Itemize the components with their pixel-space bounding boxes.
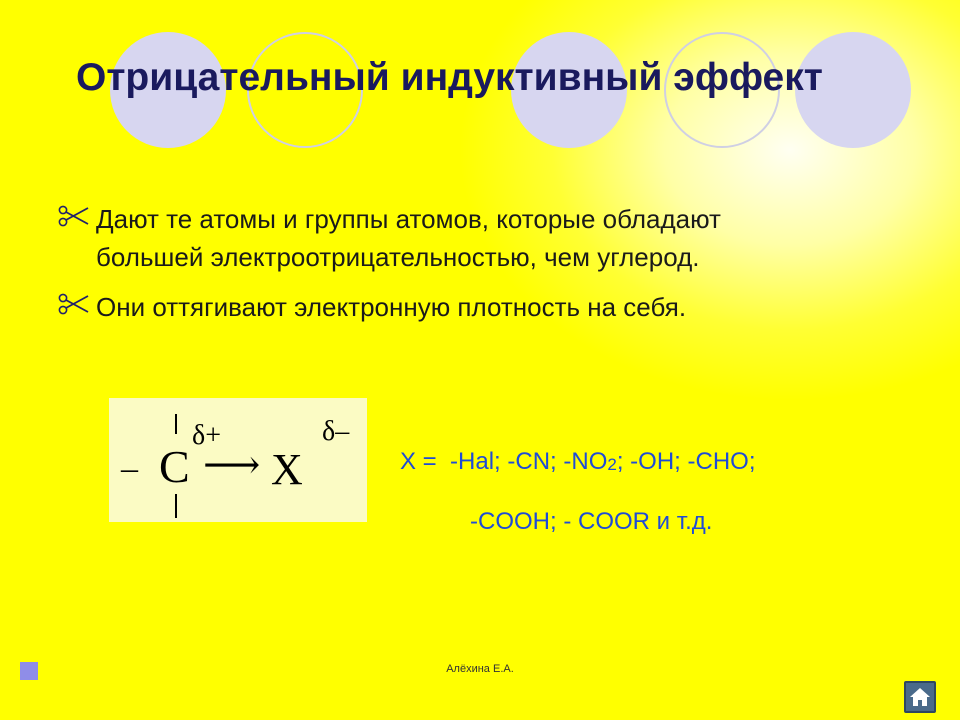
inductive-effect-formula [109,398,367,522]
formula-x: X [271,445,303,494]
slide-title: Отрицательный индуктивный эффект [76,56,823,99]
no2-subscript: 2 [607,455,617,474]
x-items: -Hal; -CN; -NO [450,448,608,475]
home-icon [908,685,932,709]
footer-author: Алёхина Е.А. [446,663,514,675]
x-list-line-2: -COOH; - COOR и т.д. [470,508,713,535]
formula-arrow: ⟶ [203,442,261,487]
bullet-2-line-1: Они оттягивают электронную плотность на себя. [96,292,687,322]
x-items-tail: ; -OH; -CHO; [616,448,756,475]
formula-carbon: C [159,441,190,492]
x-list-line-1 [400,448,756,476]
x-equals: X = [400,448,437,475]
bullet-item-1 [56,200,936,276]
bullet-item-2 [56,288,936,326]
bullet-1-line-1: Дают те атомы и группы атомов, которые обладают [96,204,721,234]
scissors-icon [56,201,92,231]
formula-delta-minus: δ– [322,416,350,447]
bullet-1-line-2: большей электроотрицательностью, чем углерод. [96,242,700,272]
home-button[interactable] [904,681,936,713]
scissors-icon [56,289,92,319]
bullet-list [56,200,936,338]
formula-bond-dash: – [121,450,138,487]
formula-delta-plus: δ+ [192,420,221,451]
formula-diagram [109,398,367,522]
